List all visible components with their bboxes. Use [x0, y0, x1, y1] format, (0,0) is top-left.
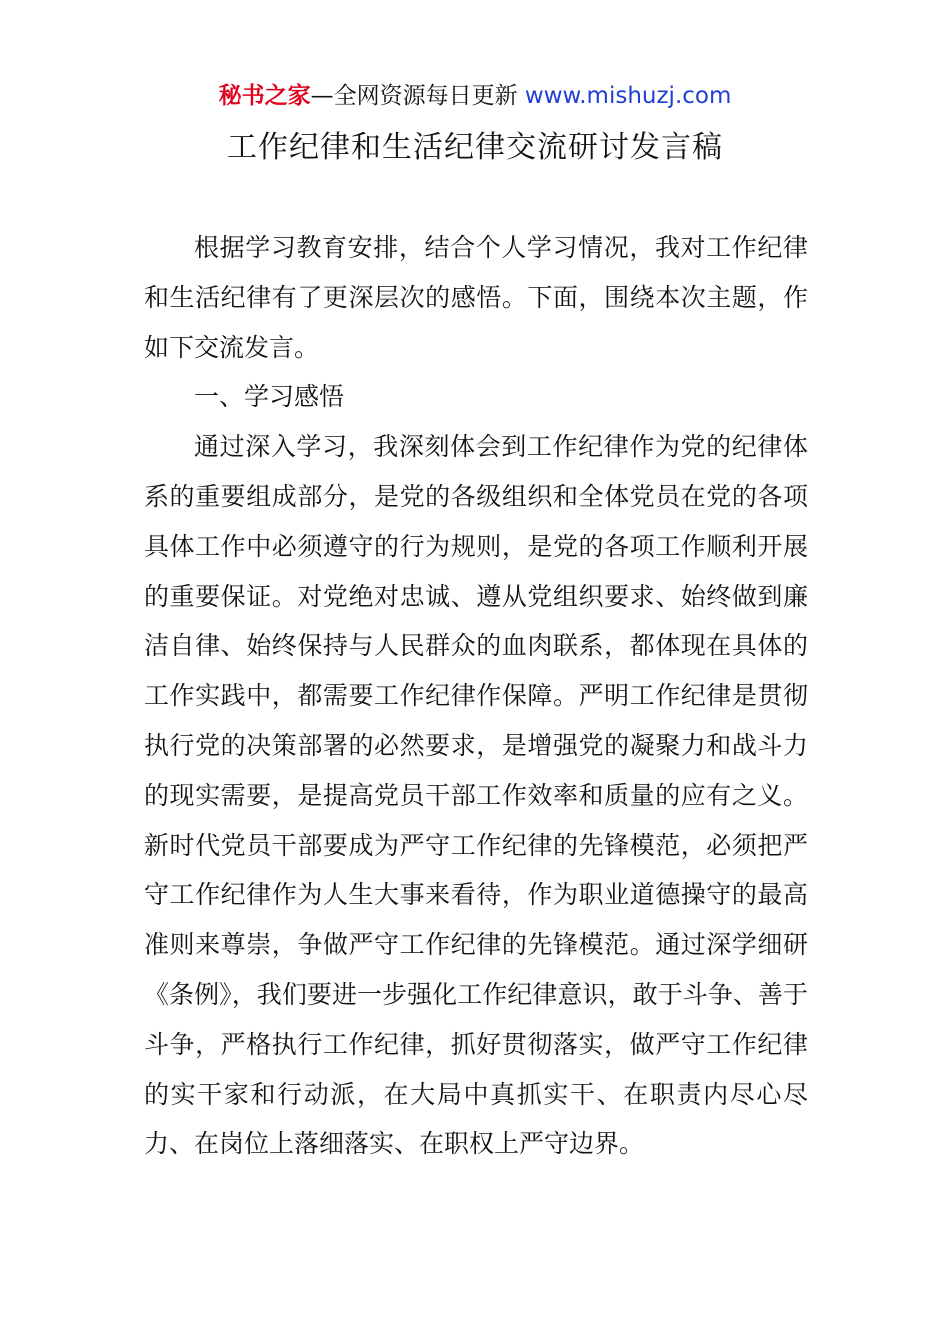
document-body	[144, 223, 808, 1169]
header-tagline: —全网资源每日更新	[310, 83, 518, 109]
site-header	[0, 80, 950, 112]
body-paragraph: 通过深入学习，我深刻体会到工作纪律作为党的纪律体系的重要组成部分，是党的各级组织和全体党员在党的各项具体工作中必须遵守的行为规则，是党的各项工作顺利开展的重要保证。对党绝对忠诚、遵从党组织要求、始终做到廉洁自律、始终保持与人民群众的血肉联系，都体现在具体的工作实践中，都需要工作纪律作保障。严明工作纪律是贯彻执行党的决策部署的必然要求，是增强党的凝聚力和战斗力的现实需要，是提高党员干部工作效率和质量的应有之义。新时代党员干部要成为严守工作纪律的先锋模范，必须把严守工作纪律作为人生大事来看待，作为职业道德操守的最高准则来尊崇，争做严守工作纪律的先锋模范。通过深学细研《条例》，我们要进一步强化工作纪律意识，敢于斗争、善于斗争，严格执行工作纪律，抓好贯彻落实，做严守工作纪律的实干家和行动派，在大局中真抓实干、在职责内尽心尽力、在岗位上落细落实、在职权上严守边界。	[144, 432, 808, 1159]
brand-name: 秘书之家	[218, 83, 311, 109]
section-heading: 一、学习感悟	[194, 382, 345, 412]
site-url-link[interactable]: www.mishuzj.com	[524, 83, 732, 109]
intro-paragraph: 根据学习教育安排，结合个人学习情况，我对工作纪律和生活纪律有了更深层次的感悟。下面，围绕本次主题，作如下交流发言。	[144, 233, 808, 362]
document-title: 工作纪律和生活纪律交流研讨发言稿	[227, 130, 723, 165]
